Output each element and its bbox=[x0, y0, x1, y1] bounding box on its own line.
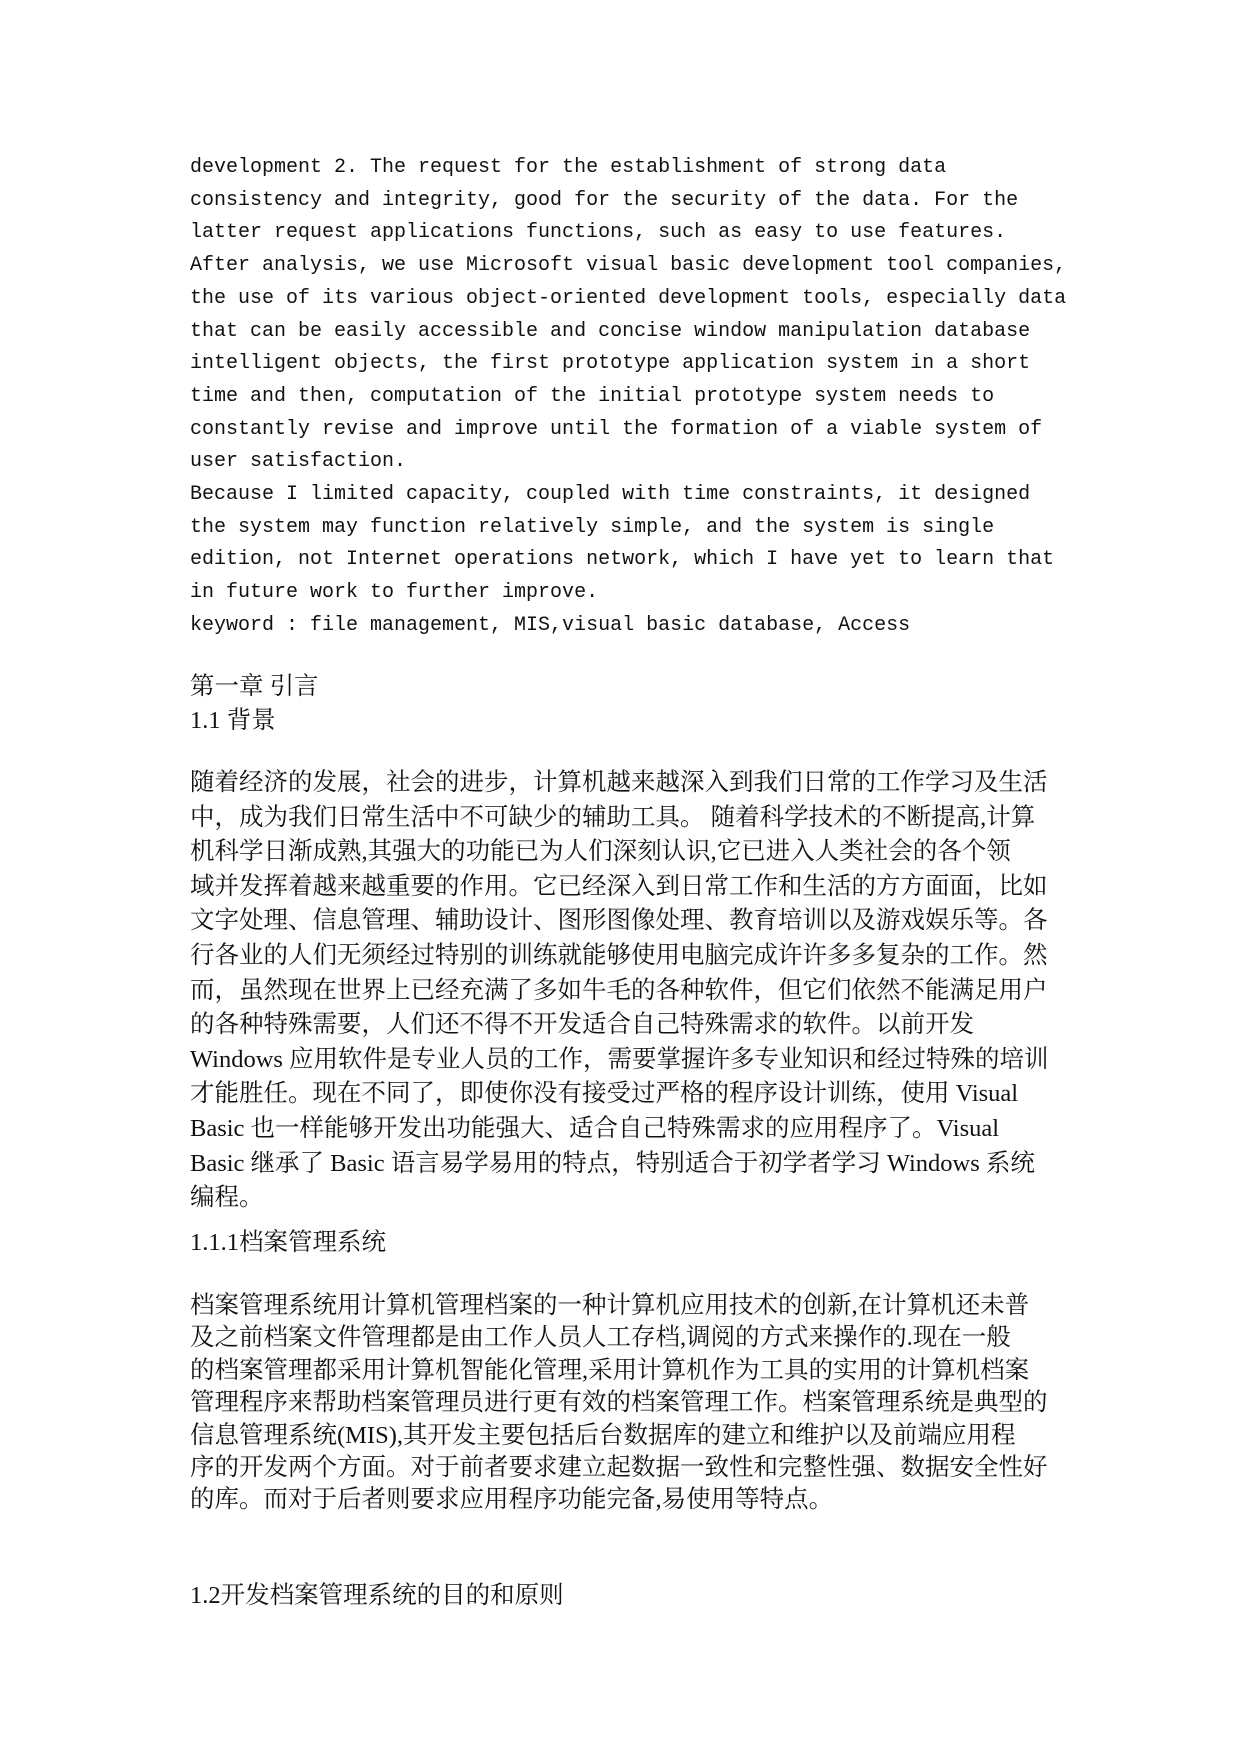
chapter-title bbox=[190, 670, 319, 704]
section-heading-1-2 bbox=[190, 1579, 564, 1613]
section-heading-1-1 bbox=[190, 704, 276, 738]
paragraph-line: 管理程序来帮助档案管理员进行更有效的档案管理工作。档案管理系统是典型的 bbox=[190, 1389, 1048, 1417]
abstract-line: user satisfaction. bbox=[190, 450, 407, 474]
abstract-line: the system may function relatively simple, and the system is single bbox=[190, 515, 995, 539]
paragraph-background bbox=[190, 766, 1049, 1216]
keyword-line: keyword : file management, MIS,visual basic database, Access bbox=[190, 613, 911, 637]
abstract-line: intelligent objects, the first prototype application system in a short bbox=[190, 352, 1031, 376]
abstract-line: in future work to further improve. bbox=[190, 581, 599, 605]
abstract-line: that can be easily accessible and concise window manipulation database bbox=[190, 319, 1031, 343]
section-heading-text: 1.1.1档案管理系统 bbox=[190, 1229, 386, 1256]
paragraph-line: 文字处理、信息管理、辅助设计、图形图像处理、教育培训以及游戏娱乐等。各 bbox=[190, 907, 1048, 935]
abstract-line: Because I limited capacity, coupled with time constraints, it designed bbox=[190, 483, 1031, 507]
paragraph-line: 机科学日渐成熟,其强大的功能已为人们深刻认识,它已进入人类社会的各个领 bbox=[190, 838, 1011, 866]
paragraph-line: 随着经济的发展，社会的进步，计算机越来越深入到我们日常的工作学习及生活 bbox=[190, 769, 1048, 796]
paragraph-line: 档案管理系统用计算机管理档案的一种计算机应用技术的创新,在计算机还未普 bbox=[190, 1292, 1030, 1319]
paragraph-line: 而，虽然现在世界上已经充满了多如牛毛的各种软件，但它们依然不能满足用户 bbox=[190, 976, 1048, 1004]
paragraph-line: Basic 继承了 Basic 语言易学易用的特点，特别适合于初学者学习 Windows 系统 bbox=[190, 1149, 1035, 1177]
paragraph-line: 信息管理系统(MIS),其开发主要包括后台数据库的建立和维护以及前端应用程 bbox=[190, 1421, 1016, 1449]
abstract-line: the use of its various object-oriented development tools, especially data bbox=[190, 286, 1067, 310]
abstract-line: edition, not Internet operations network, which I have yet to learn that bbox=[190, 548, 1055, 572]
abstract-line: latter request applications functions, such as easy to use features. bbox=[190, 221, 1007, 245]
section-heading-text: 1.1 背景 bbox=[190, 707, 276, 734]
paragraph-line: 的各种特殊需要，人们还不得不开发适合自己特殊需求的软件。以前开发 bbox=[190, 1011, 974, 1039]
paragraph-line: 域并发挥着越来越重要的作用。它已经深入到日常工作和生活的方方面面，比如 bbox=[190, 872, 1048, 900]
paragraph-line: 才能胜任。现在不同了，即使你没有接受过严格的程序设计训练，使用 Visual bbox=[190, 1080, 1019, 1108]
paragraph-line: Basic 也一样能够开发出功能强大、适合自己特殊需求的应用程序了。Visual bbox=[190, 1114, 1000, 1142]
paragraph-line: 行各业的人们无须经过特别的训练就能够使用电脑完成许许多多复杂的工作。然 bbox=[190, 941, 1048, 969]
abstract-line: After analysis, we use Microsoft visual basic development tool companies, bbox=[190, 254, 1067, 278]
paragraph-line: 及之前档案文件管理都是由工作人员人工存档,调阅的方式来操作的.现在一般 bbox=[190, 1324, 1011, 1352]
paragraph-line: Windows 应用软件是专业人员的工作，需要掌握许多专业知识和经过特殊的培训 bbox=[190, 1045, 1049, 1073]
english-abstract bbox=[190, 152, 1066, 643]
paragraph-archive-system bbox=[190, 1290, 1048, 1517]
paragraph-line: 的库。而对于后者则要求应用程序功能完备,易使用等特点。 bbox=[190, 1486, 834, 1514]
section-heading-1-1-1 bbox=[190, 1226, 386, 1260]
abstract-line: constantly revise and improve until the formation of a viable system of bbox=[190, 417, 1043, 441]
section-heading-text: 1.2开发档案管理系统的目的和原则 bbox=[190, 1582, 564, 1609]
paragraph-line: 中，成为我们日常生活中不可缺少的辅助工具。 随着科学技术的不断提高,计算 bbox=[190, 803, 1036, 831]
paragraph-line: 编程。 bbox=[190, 1184, 264, 1212]
abstract-line: development 2. The request for the establishment of strong data bbox=[190, 156, 947, 179]
paragraph-line: 序的开发两个方面。对于前者要求建立起数据一致性和完整性强、数据安全性好 bbox=[190, 1454, 1048, 1482]
abstract-line: time and then, computation of the initial prototype system needs to bbox=[190, 384, 995, 408]
abstract-line: consistency and integrity, good for the security of the data. For the bbox=[190, 188, 1019, 212]
paragraph-line: 的档案管理都采用计算机智能化管理,采用计算机作为工具的实用的计算机档案 bbox=[190, 1356, 1030, 1384]
chapter-title-text: 第一章 引言 bbox=[190, 673, 319, 700]
